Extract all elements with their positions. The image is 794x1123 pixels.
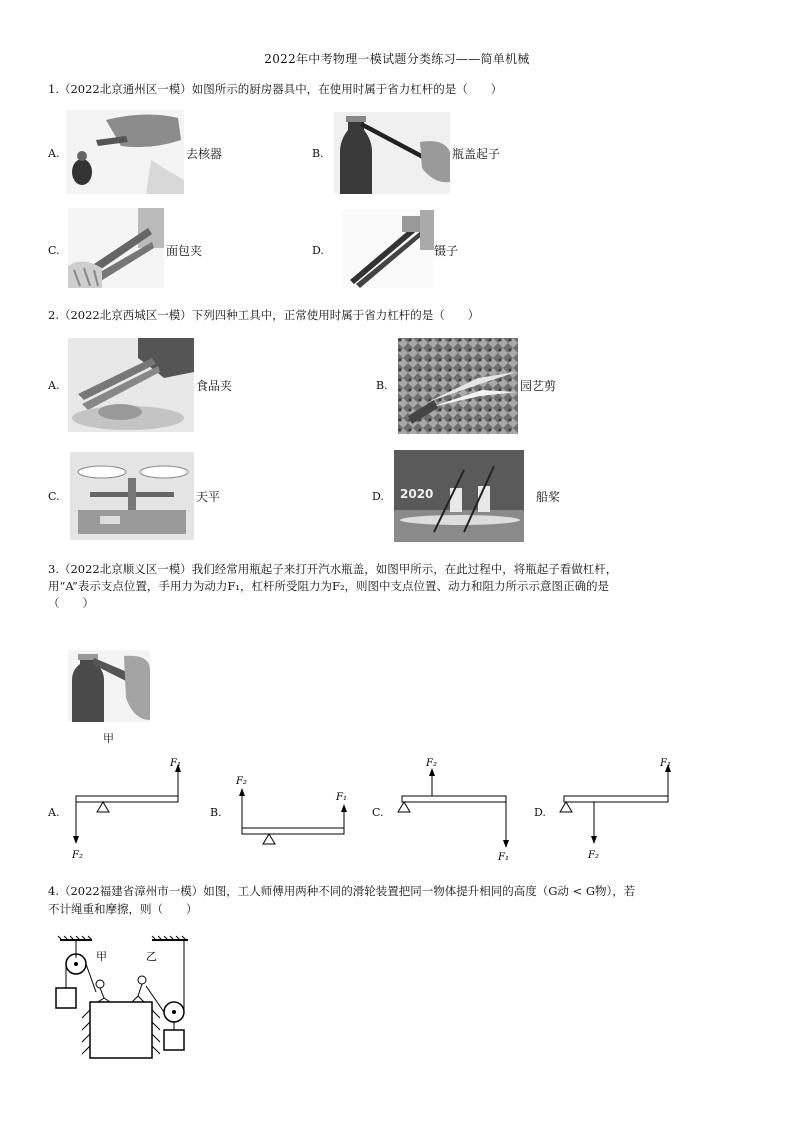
q2-option-b-caption: 园艺剪 <box>520 379 557 393</box>
q3-option-a-letter: A. <box>48 806 60 819</box>
page-title: 2022年中考物理一模试题分类练习——简单机械 <box>264 52 530 66</box>
q3-option-c-diagram <box>390 754 520 866</box>
q2-option-b-image <box>398 338 518 434</box>
q3-figure-label: 甲 <box>103 732 114 745</box>
q3-c-f1-label: F₁ <box>498 852 509 863</box>
question-4-line-1: 4.（2022福建省漳州市一模）如图，工人师傅用两种不同的滑轮装置把同一物体提升相同的高度（G动 < G物），若 <box>48 884 636 898</box>
q1-option-d-caption: 镊子 <box>434 244 459 258</box>
q2-option-d-caption: 船桨 <box>536 490 561 504</box>
q2-photo-year-label: 2020 <box>400 487 434 501</box>
q4-pulley-diagram <box>48 930 198 1060</box>
question-3-line-1: 3.（2022北京顺义区一模）我们经常用瓶起子来打开汽水瓶盖，如图甲所示，在此过程中，将瓶起子看做杠杆， <box>48 562 618 576</box>
q1-option-b-letter: B. <box>312 147 324 160</box>
q2-option-c-caption: 天平 <box>196 490 221 504</box>
q1-option-b-caption: 瓶盖起子 <box>452 147 501 161</box>
q3-a-f2-label: F₂ <box>72 850 83 861</box>
q1-option-c-caption: 面包夹 <box>166 244 203 258</box>
question-3-line-3: （ ） <box>48 596 94 610</box>
q3-d-f2-label: F₂ <box>588 850 599 861</box>
q1-option-a-image <box>66 110 184 194</box>
q1-option-c-image <box>68 208 164 288</box>
q3-option-d-letter: D. <box>534 806 546 819</box>
q3-b-f2-label: F₂ <box>236 776 247 787</box>
q1-option-d-letter: D. <box>312 244 324 257</box>
q3-b-f1-label: F₁ <box>336 792 347 803</box>
q3-option-c-letter: C. <box>372 806 384 819</box>
q3-d-f1-label: F₁ <box>660 758 671 769</box>
q1-option-d-image <box>342 210 434 288</box>
q1-option-a-caption: 去核器 <box>186 147 223 161</box>
q2-option-d-letter: D. <box>372 490 384 503</box>
question-1-text: 1.（2022北京通州区一模）如图所示的厨房器具中，在使用时属于省力杠杆的是（ ） <box>48 82 503 96</box>
q4-label-yi: 乙 <box>146 950 157 963</box>
q3-option-d-diagram <box>552 754 682 866</box>
q2-option-a-image <box>68 338 194 432</box>
q2-option-c-image <box>70 452 194 540</box>
q1-option-a-letter: A. <box>48 147 60 160</box>
q2-option-c-letter: C. <box>48 490 60 503</box>
q4-label-jia: 甲 <box>96 950 107 963</box>
q3-c-f2-label: F₂ <box>426 758 437 769</box>
q2-option-d-image <box>394 450 524 542</box>
question-3-line-2: 用“A”表示支点位置，手用力为动力F₁，杠杆所受阻力为F₂，则图中支点位置、动力和阻力所示示意图正确的是 <box>48 579 610 593</box>
q3-option-b-letter: B. <box>210 806 222 819</box>
q2-option-a-caption: 食品夹 <box>196 379 233 393</box>
q2-option-a-letter: A. <box>48 379 60 392</box>
q2-option-b-letter: B. <box>376 379 388 392</box>
q3-a-f1-label: F₁ <box>170 758 181 769</box>
question-2-text: 2.（2022北京西城区一模）下列四种工具中，正常使用时属于省力杠杆的是（ ） <box>48 308 480 322</box>
q1-option-c-letter: C. <box>48 244 60 257</box>
question-4-line-2: 不计绳重和摩擦，则（ ） <box>48 902 198 916</box>
q3-figure-image <box>68 650 150 722</box>
q3-option-a-diagram <box>62 754 192 864</box>
q1-option-b-image <box>334 112 450 194</box>
q3-option-b-diagram <box>232 770 362 850</box>
